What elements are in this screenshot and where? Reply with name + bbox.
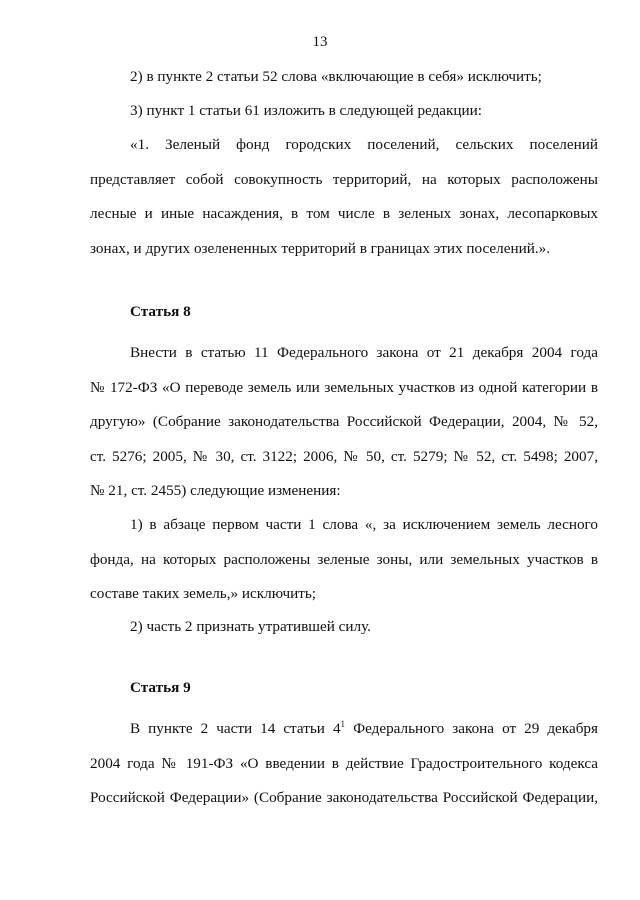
text-line: «1. Зеленый фонд городских поселений, сельских поселений bbox=[130, 136, 598, 153]
text-line: Внести в статью 11 Федерального закона от 21 декабря 2004 года bbox=[130, 344, 598, 361]
text-fragment: В пункте 2 части 14 статьи 4 bbox=[130, 720, 341, 737]
text-line: 2004 года № 191-ФЗ «О введении в действие Градостроительного кодекса bbox=[90, 754, 598, 772]
text-fragment: Федерального закона от 29 декабря bbox=[345, 720, 598, 737]
text-line: зонах, и других озелененных территорий в границах этих поселений.». bbox=[90, 239, 551, 257]
article-9-text bbox=[90, 712, 598, 816]
page-number: 13 bbox=[312, 34, 328, 50]
text-line: № 172-ФЗ «О переводе земель или земельных участков из одной категории в bbox=[90, 378, 598, 396]
text-line: 2) в пункте 2 статьи 52 слова «включающие в себя» исключить; bbox=[130, 68, 542, 85]
article-9-heading: Статья 9 bbox=[130, 679, 191, 696]
text-line: 1) в абзаце первом части 1 слова «, за исключением земель лесного bbox=[130, 516, 598, 533]
text-line bbox=[90, 712, 598, 747]
article-8-item-1 bbox=[90, 508, 598, 612]
text-line: лесные и иные насаждения, в том числе в зеленых зонах, лесопарковых bbox=[90, 205, 598, 222]
text-line: ст. 5276; 2005, № 30, ст. 3122; 2006, № 50, ст. 5279; № 52, ст. 5498; 2007, bbox=[90, 447, 598, 465]
quoted-text bbox=[90, 128, 598, 266]
article-8-intro bbox=[90, 336, 598, 509]
article-8-item-2 bbox=[90, 610, 598, 645]
article-8-heading: Статья 8 bbox=[130, 303, 191, 320]
amendment-item-3 bbox=[90, 94, 598, 129]
text-line: № 21, ст. 2455) следующие изменения: bbox=[90, 482, 341, 499]
superscript: 1 bbox=[340, 718, 346, 729]
text-line: 2) часть 2 признать утратившей силу. bbox=[130, 618, 371, 635]
text-line: другую» (Собрание законодательства Российской Федерации, 2004, № 52, bbox=[90, 413, 598, 430]
text-line: составе таких земель,» исключить; bbox=[90, 585, 317, 602]
amendment-item-2 bbox=[90, 60, 598, 95]
text-line: представляет собой совокупность территорий, на которых расположены bbox=[90, 170, 598, 188]
text-line: Российской Федерации» (Собрание законодательства Российской Федерации, bbox=[90, 789, 598, 806]
text-line: фонда, на которых расположены зеленые зоны, или земельных участков в bbox=[90, 550, 598, 568]
text-line: 3) пункт 1 статьи 61 изложить в следующей редакции: bbox=[130, 102, 483, 119]
